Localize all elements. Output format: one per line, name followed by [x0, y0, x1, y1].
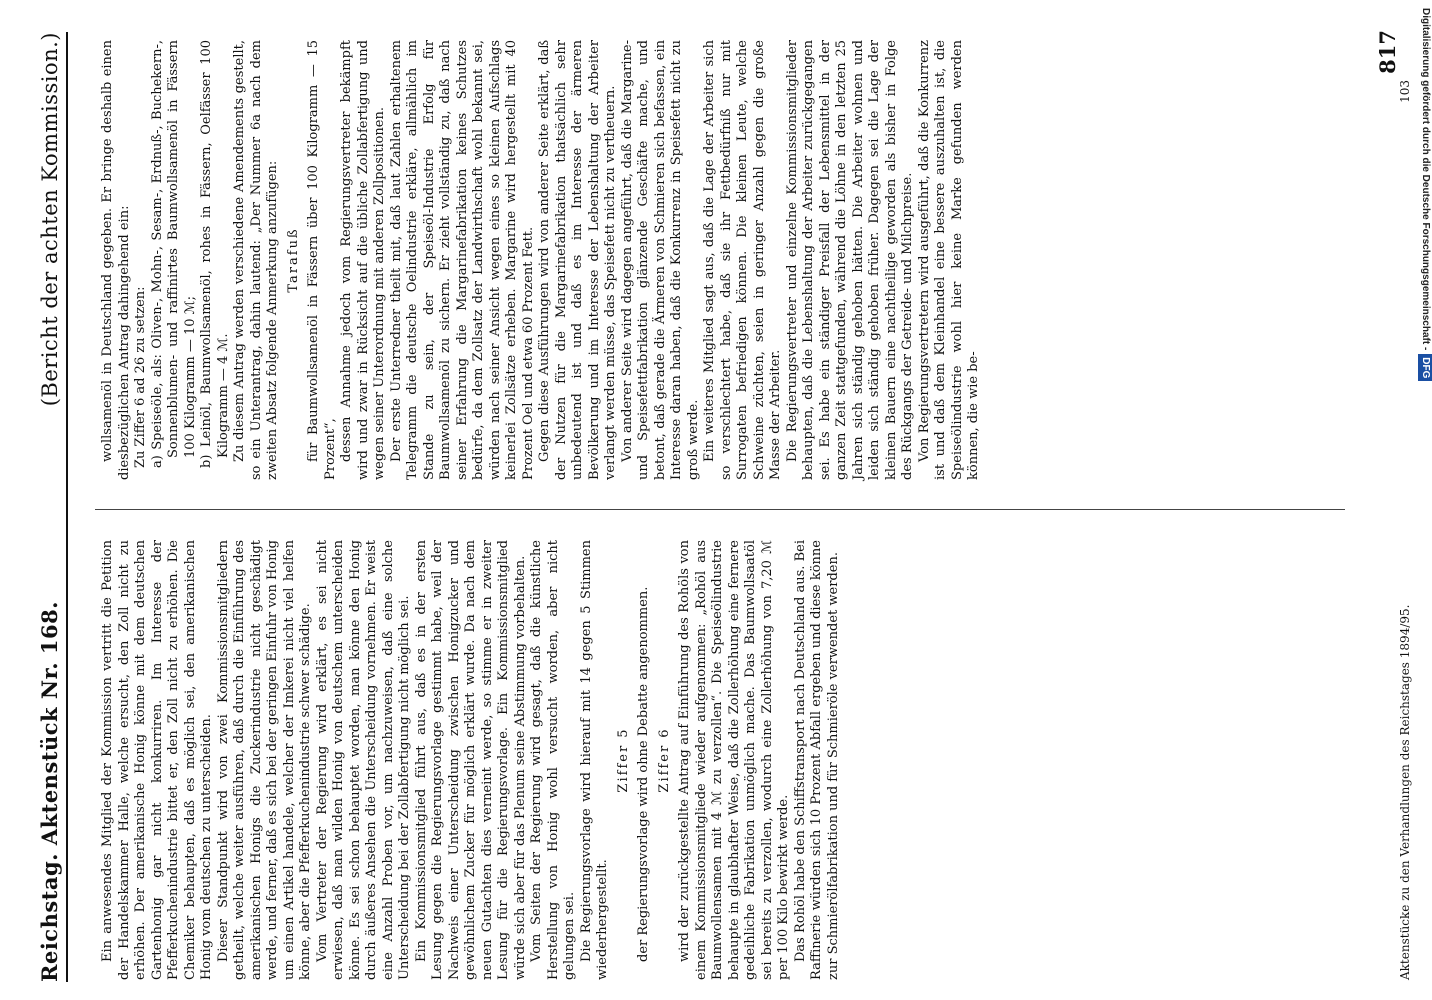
paragraph: Vom Seiten der Regierung wird gesagt, daß die künstliche Herstellung von Honig wohl versucht worden, aber nicht gelungen sei. [529, 540, 577, 980]
paragraph: für Baumwollsamenöl in Fässern über 100 Kilogramm — 15 Prozent“, [306, 40, 338, 480]
paragraph: dessen Annahme jedoch vom Regierungsvertreter bekämpft wird und zwar in Rücksicht auf die übliche Zollabfertigung und wegen seiner Unterordnung mit anderen Zollpositionen. [339, 40, 387, 480]
dfg-logo: DFG [1418, 354, 1432, 381]
paragraph: Ein Kommissionsmitglied führt aus, daß es in der ersten Lesung gegen die Regierungsvorlage gestimmt habe, weil der Nachweis einer Unterscheidung zwischen Honigzucker und gewöhnlichem Zucker für möglich erklärt wurde. Da nach dem neuen Gutachten dies verneint werde, so stimme er in zweiter Lesung für die Regierungsvorlage. Ein Kommissionsmitglied würde sich aber für das Plenum seine Abstimmung vorbehalten. [413, 540, 528, 980]
paragraph: Zu diesem Antrag werden verschiedene Amendements gestellt, so ein Unterantrag, dahin lautend: „Der Nummer 6a nach dem zweiten Absatz folgende Anmerkung anzufügen: [232, 40, 280, 480]
paragraph: wird der zurückgestellte Antrag auf Einführung des Rohöls von einem Kommissionsmitgliede wieder aufgenommen: „Rohöl aus Baumwollensamen mit 4 ℳ zu verzollen“. Die Speiseölindustrie behaupte in glaubhafter Weise, daß die Zollerhöhung eine fernere gedeihliche Fabrikation unmöglich mache. Das Baumwollsaatöl sei bereits zu verzollen, wodurch eine Zollerhöhung von 7,20 ℳ per 100 Kilo bewirkt werde. [677, 540, 791, 980]
paragraph: Von anderer Seite wird dagegen angeführt, daß die Margarine- und Speisefettfabrikation glänzende Geschäfte mache, und betont, daß gerade die Ärmeren von Schmieren sich befassen, ein Interesse daran haben, daß die Konkurrenz in Speisefett nicht zu groß werde. [619, 40, 701, 480]
digitization-stamp [1418, 8, 1432, 998]
page-number: 817 [1375, 30, 1400, 74]
left-column [100, 540, 842, 980]
paragraph: Der erste Unterredner theilt mit, daß laut Zahlen erhaltenem Telegramm die deutsche Oelindustrie erkläre, allmählich im Stande zu sein, der Speiseöl-Industrie Erfolg für Baumwollsamenöl zu sichern. Er zieht vollständig zu, daß nach seiner Erfahrung die Margarinefabrikation keines Schutzes bedürfe, da dem Zollsatz der Landwirthschaft wohl bekannt sei, würden nach seiner Ansicht wegen eines so kleinen Aufschlags keinerlei Zollsätze erheben. Margarine wird hergestellt mit 40 Prozent Oel und etwa 60 Prozent Fett. [388, 40, 536, 480]
header-title: Reichstag. Aktenstück Nr. 168. [37, 601, 62, 982]
stamp-text [1418, 8, 1432, 998]
stamp-caption: Digitalisierung gefördert durch die Deutsche Forschungsgemeinschaft - [1420, 8, 1431, 351]
list-item: Zu Ziffer 6 ad 26 zu setzen: [133, 286, 148, 468]
paragraph: wollsamenöl in Deutschland gegeben. Er bringe deshalb einen diesbezüglichen Antrag dahingehend ein: [100, 40, 132, 480]
paragraph: Die Regierungsvorlage wird hierauf mit 14 gegen 5 Stimmen wiederhergestellt. [578, 540, 610, 980]
section-heading: Ziffer 6 [656, 727, 672, 793]
paragraph: Ein anwesendes Mitglied der Kommission vertritt die Petition der Handelskammer Halle, welche ersucht, den Zoll nicht zu erhöhen. Der amerikanische Honig könne mit dem deutschen Gartenhonig gar nicht konkurriren. Im Interesse der Pfefferkuchenindustrie bittet er, den Zoll nicht zu erhöhen. Die Chemiker behaupten, daß es möglich sei, den amerikanischen Honig vom deutschen zu unterscheiden. [100, 540, 214, 980]
paragraph: Die Regierungsvertreter und einzelne Kommissionsmitglieder behaupten, daß die Lebenshaltung der Arbeiter zurückgegangen sei. Es habe ein ständiger Preisfall der Lebensmittel in der ganzen Zeit stattgefunden, während die Löhne in den letzten 25 Jahren sich ständig gehoben hätten. Die Arbeiter wohnen und leiden sich ständig gehoben früher. Dagegen sei die Lage der kleinen Bauern eine nachtheilige geworden als bisher in Folge des Rückgangs der Getreide- und Milchpreise. [784, 40, 915, 480]
list-item: a) Speiseöle, als: Oliven-, Mohn-, Sesam-, Erdnuß-, Buchekern-, Sonnenblumen- und raffinirtes Baumwollsamenöl in Fässern 100 Kilogramm — 10 ℳ; [149, 40, 198, 468]
paragraph: Vom Vertreter der Regierung wird erklärt, es sei nicht erwiesen, daß man wilden Honig von deutschem unterscheiden könne. Es sei schon behauptet worden, man könne den Honig durch äußeres Ansehen die Unterscheidung vornehmen. Er weist eine Anzahl Proben vor, um nachzuweisen, daß eine solche Unterscheidung bei der Zollabfertigung nicht möglich sei. [314, 540, 412, 980]
section-heading: Ziffer 5 [615, 727, 631, 793]
page-header [30, 32, 68, 982]
header-subtitle: (Bericht der achten Kommission.) [38, 32, 62, 407]
paragraph: Von Regierungsvertretern wird ausgeführt, daß die Konkurrenz ist und daß dem Kleinhandel eine bessere auszuhalten ist, die Speiseölindustrie wohl hier keine Marke gefunden werden können, die wie be- [916, 40, 981, 480]
footnote-source: Aktenstücke zu den Verhandlungen des Reichstages 1894/95. [1398, 604, 1412, 980]
paragraph: Das Rohöl habe den Schiffstransport nach Deutschland aus. Bei Raffinerie würden sich 10 Prozent Abfall ergeben und diese könne zur Schmierölfabrikation und für Schmieröle verwendet werden. [792, 540, 841, 980]
section-heading: Tarafuß [285, 227, 301, 293]
paragraph: der Regierungsvorlage wird ohne Debatte angenommen. [636, 586, 651, 962]
paragraph: Dieser Standpunkt wird von zwei Kommissionsmitgliedern getheilt, welche weiter ausführen, daß durch die Einführung des amerikanischen Honigs die Zuckerindustrie nicht geschädigt werde, und ferner, daß es sich bei der geringen Einfuhr von Honig um einen Artikel handele, welcher der Imkerei nicht viel helfen könne, aber die Pfefferkuchenindustrie schwer schädige. [215, 540, 313, 980]
column-divider [95, 509, 1345, 510]
right-column [100, 40, 983, 480]
signature-number: 103 [1398, 80, 1412, 103]
paragraph: Gegen diese Ausführungen wird von anderer Seite erklärt, daß der Nutzen für die Margarinefabrikation thatsächlich sehr unbedeutend ist und daß es im Interesse der ärmeren Bevölkerung und im Interesse der Lebenshaltung der Arbeiter verlangt werden müsse, das Speisefett nicht zu vertheuern. [537, 40, 618, 480]
list-item: b) Leinöl, Baumwollsamenöl, rohes in Fässern, Oelfässer 100 Kilogramm — 4 ℳ. [199, 40, 231, 468]
paragraph: Ein weiteres Mitglied sagt aus, daß die Lage der Arbeiter sich so verschlechtert habe, daß sie ihr Fettbedürfniß nur mit Surrogaten befriedigen können. Die kleinen Leute, welche Schweine züchten, seien in geringer Anzahl gegen die große Masse der Arbeiter. [702, 40, 783, 480]
